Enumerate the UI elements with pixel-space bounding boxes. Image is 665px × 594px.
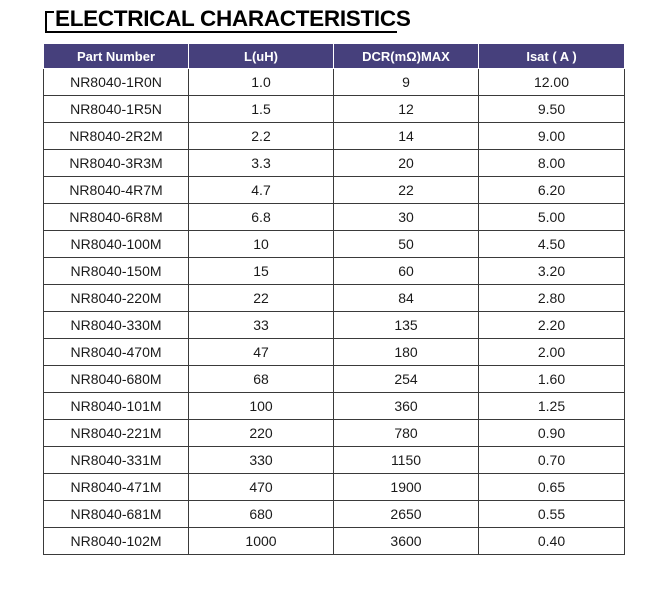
cell-isat: 1.25: [479, 393, 625, 420]
cell-part-number: NR8040-3R3M: [44, 150, 189, 177]
cell-isat: 2.00: [479, 339, 625, 366]
cell-inductance: 15: [189, 258, 334, 285]
cell-inductance: 680: [189, 501, 334, 528]
cell-isat: 1.60: [479, 366, 625, 393]
cell-part-number: NR8040-220M: [44, 285, 189, 312]
cell-isat: 0.65: [479, 474, 625, 501]
cell-isat: 9.50: [479, 96, 625, 123]
cell-isat: 12.00: [479, 69, 625, 96]
cell-isat: 0.70: [479, 447, 625, 474]
table-row: [44, 177, 625, 204]
table-body: [44, 69, 625, 555]
cell-part-number: NR8040-330M: [44, 312, 189, 339]
table-row: [44, 366, 625, 393]
table-row: [44, 312, 625, 339]
cell-part-number: NR8040-471M: [44, 474, 189, 501]
cell-dcr-max: 1150: [334, 447, 479, 474]
cell-dcr-max: 12: [334, 96, 479, 123]
cell-part-number: NR8040-150M: [44, 258, 189, 285]
cell-dcr-max: 50: [334, 231, 479, 258]
cell-dcr-max: 254: [334, 366, 479, 393]
cell-part-number: NR8040-1R0N: [44, 69, 189, 96]
table-row: [44, 123, 625, 150]
cell-part-number: NR8040-100M: [44, 231, 189, 258]
cell-inductance: 3.3: [189, 150, 334, 177]
cell-part-number: NR8040-681M: [44, 501, 189, 528]
cell-dcr-max: 9: [334, 69, 479, 96]
table-row: [44, 420, 625, 447]
section-heading: [45, 5, 411, 33]
cell-dcr-max: 780: [334, 420, 479, 447]
table-row: [44, 231, 625, 258]
table-row: [44, 204, 625, 231]
heading-bracket-mark: [45, 11, 47, 33]
cell-part-number: NR8040-6R8M: [44, 204, 189, 231]
cell-isat: 0.55: [479, 501, 625, 528]
cell-inductance: 6.8: [189, 204, 334, 231]
cell-dcr-max: 84: [334, 285, 479, 312]
cell-dcr-max: 30: [334, 204, 479, 231]
cell-dcr-max: 14: [334, 123, 479, 150]
cell-inductance: 1.0: [189, 69, 334, 96]
cell-isat: 9.00: [479, 123, 625, 150]
cell-inductance: 33: [189, 312, 334, 339]
cell-dcr-max: 180: [334, 339, 479, 366]
table-header: [44, 44, 625, 69]
cell-part-number: NR8040-1R5N: [44, 96, 189, 123]
table-row: [44, 258, 625, 285]
electrical-characteristics-table: [43, 43, 625, 555]
cell-part-number: NR8040-221M: [44, 420, 189, 447]
header-inductance: L(uH): [189, 44, 334, 69]
cell-inductance: 220: [189, 420, 334, 447]
cell-part-number: NR8040-2R2M: [44, 123, 189, 150]
table-row: [44, 69, 625, 96]
cell-isat: 3.20: [479, 258, 625, 285]
cell-isat: 4.50: [479, 231, 625, 258]
cell-dcr-max: 60: [334, 258, 479, 285]
cell-dcr-max: 135: [334, 312, 479, 339]
table-row: [44, 96, 625, 123]
cell-isat: 5.00: [479, 204, 625, 231]
table-row: [44, 528, 625, 555]
table-row: [44, 501, 625, 528]
heading-bracket-top: [45, 11, 54, 13]
cell-dcr-max: 22: [334, 177, 479, 204]
cell-isat: 6.20: [479, 177, 625, 204]
header-isat: Isat ( A ): [479, 44, 625, 69]
cell-inductance: 1000: [189, 528, 334, 555]
header-dcr-max: DCR(mΩ)MAX: [334, 44, 479, 69]
table-row: [44, 150, 625, 177]
cell-inductance: 22: [189, 285, 334, 312]
cell-inductance: 330: [189, 447, 334, 474]
cell-dcr-max: 1900: [334, 474, 479, 501]
cell-isat: 0.40: [479, 528, 625, 555]
cell-part-number: NR8040-101M: [44, 393, 189, 420]
page-title: ELECTRICAL CHARACTERISTICS: [55, 6, 411, 31]
table-row: [44, 285, 625, 312]
table-row: [44, 339, 625, 366]
cell-isat: 2.80: [479, 285, 625, 312]
cell-part-number: NR8040-331M: [44, 447, 189, 474]
cell-dcr-max: 2650: [334, 501, 479, 528]
cell-inductance: 47: [189, 339, 334, 366]
table-row: [44, 474, 625, 501]
cell-inductance: 68: [189, 366, 334, 393]
cell-dcr-max: 3600: [334, 528, 479, 555]
cell-part-number: NR8040-680M: [44, 366, 189, 393]
header-part-number: Part Number: [44, 44, 189, 69]
cell-isat: 0.90: [479, 420, 625, 447]
cell-inductance: 470: [189, 474, 334, 501]
table-row: [44, 393, 625, 420]
cell-isat: 2.20: [479, 312, 625, 339]
cell-inductance: 1.5: [189, 96, 334, 123]
cell-inductance: 100: [189, 393, 334, 420]
cell-dcr-max: 360: [334, 393, 479, 420]
cell-part-number: NR8040-4R7M: [44, 177, 189, 204]
cell-dcr-max: 20: [334, 150, 479, 177]
cell-inductance: 10: [189, 231, 334, 258]
cell-part-number: NR8040-102M: [44, 528, 189, 555]
cell-inductance: 4.7: [189, 177, 334, 204]
cell-isat: 8.00: [479, 150, 625, 177]
cell-part-number: NR8040-470M: [44, 339, 189, 366]
table-row: [44, 447, 625, 474]
cell-inductance: 2.2: [189, 123, 334, 150]
header-row: [44, 44, 625, 69]
